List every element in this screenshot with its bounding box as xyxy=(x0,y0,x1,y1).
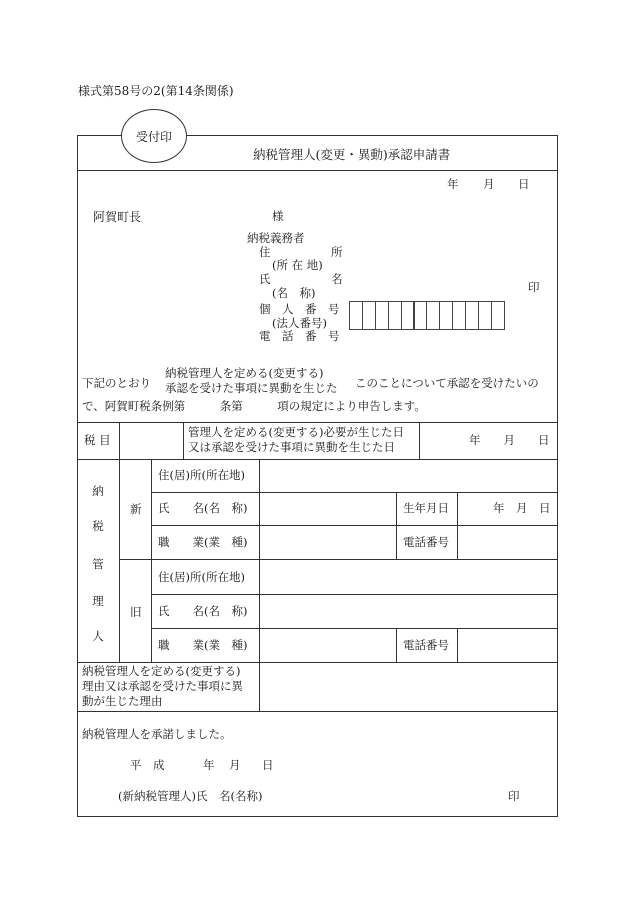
old-row-line-1 xyxy=(151,594,557,595)
side-char-2: 税 xyxy=(92,519,104,533)
acceptance-signer: (新納税管理人)氏 名(名称) xyxy=(118,789,263,803)
old-address-label: 住(居)所(所在地) xyxy=(158,570,245,584)
taxpayer-address-char-a: 住 xyxy=(259,245,271,259)
addressee-name: 阿賀町長 xyxy=(93,210,142,224)
taxpayer-name-char-a: 氏 xyxy=(259,272,271,286)
old-address-input[interactable] xyxy=(261,561,555,593)
old-row-line-2 xyxy=(151,628,557,629)
taxpayer-name-char-b: 名 xyxy=(331,272,343,286)
statement-tail: このことについて承認を受けたいの xyxy=(355,376,539,390)
number-digit-box[interactable] xyxy=(426,301,440,330)
manager-table-bottom-line xyxy=(77,662,557,663)
taxpayer-address-char-b: 所 xyxy=(331,245,343,259)
acceptance-era: 平 成 xyxy=(130,758,165,772)
new-occupation-label: 職 業(業 種) xyxy=(158,535,248,549)
new-name-label: 氏 名(名 称) xyxy=(158,501,248,515)
old-name-label: 氏 名(名 称) xyxy=(158,604,248,618)
tax-row-desc-b: 又は承認を受けた事項に異動を生じた日 xyxy=(188,440,395,454)
reason-bottom-line xyxy=(77,711,557,712)
old-name-input[interactable] xyxy=(261,596,555,627)
acceptance-year: 年 xyxy=(203,758,215,772)
side-char-5: 人 xyxy=(92,629,104,643)
reception-stamp-label: 受付印 xyxy=(135,129,172,144)
number-digit-box[interactable] xyxy=(478,301,492,330)
new-old-separator xyxy=(119,559,557,560)
number-digit-box[interactable] xyxy=(401,301,415,330)
statement-line2: で、阿賀町税条例第 条第 項の規定により申告します。 xyxy=(82,399,426,413)
acceptance-month: 月 xyxy=(229,758,241,772)
manager-newold-divider xyxy=(151,459,152,662)
number-digit-box[interactable] xyxy=(439,301,453,330)
tax-row-top-line xyxy=(77,422,557,423)
reason-label-line2: 理由又は承認を受けた事項に異 xyxy=(82,679,243,693)
number-digit-box[interactable] xyxy=(375,301,389,330)
acceptance-day: 日 xyxy=(262,758,274,772)
taxpayer-heading: 納税義務者 xyxy=(247,231,305,245)
date-year: 年 xyxy=(447,177,459,191)
tax-row-date: 年 月 日 xyxy=(469,433,550,447)
addressee-honorific: 様 xyxy=(272,209,284,223)
old-manager-label: 旧 xyxy=(130,605,142,619)
statement-option-a: 納税管理人を定める(変更する) xyxy=(165,366,324,380)
taxpayer-name-sub: (名 称) xyxy=(272,286,316,300)
document-title: 納税管理人(変更・異動)承認申請書 xyxy=(253,147,451,162)
number-digit-box[interactable] xyxy=(491,301,505,330)
old-extra-divider xyxy=(457,628,458,662)
new-phone-input[interactable] xyxy=(459,527,555,558)
new-address-input[interactable] xyxy=(261,461,555,491)
taxpayer-phone-label: 電 話 番 号 xyxy=(259,329,340,343)
taxpayer-address-sub: (所 在 地) xyxy=(272,258,323,272)
tax-row-divider-2 xyxy=(183,422,184,459)
number-digit-box[interactable] xyxy=(362,301,376,330)
tax-item-label: 税 目 xyxy=(84,433,111,447)
reception-stamp xyxy=(121,109,187,163)
number-digit-box[interactable] xyxy=(465,301,479,330)
new-row-line-2 xyxy=(151,525,557,526)
new-birth-value: 年 月 日 xyxy=(493,501,551,515)
number-digit-box[interactable] xyxy=(388,301,402,330)
statement-lead: 下記のとおり xyxy=(82,376,151,390)
taxpayer-number-label: 個 人 番 号 xyxy=(259,302,340,316)
taxpayer-seal-mark: 印 xyxy=(528,280,540,294)
new-birth-label: 生年月日 xyxy=(403,501,449,515)
new-name-input[interactable] xyxy=(261,494,395,524)
new-phone-label: 電話番号 xyxy=(403,535,449,549)
reason-label-line3: 動が生じた理由 xyxy=(82,694,163,708)
number-digit-box[interactable] xyxy=(349,301,363,330)
old-phone-input[interactable] xyxy=(459,630,555,661)
tax-row-divider-1 xyxy=(119,422,120,459)
reason-label-line1: 納税管理人を定める(変更する) xyxy=(82,664,241,678)
old-occupation-label: 職 業(業 種) xyxy=(158,638,248,652)
tax-row-divider-3 xyxy=(419,422,420,459)
old-value-divider xyxy=(396,628,397,662)
old-occupation-input[interactable] xyxy=(261,630,395,661)
manager-side-divider xyxy=(119,459,120,662)
reason-input[interactable] xyxy=(261,664,555,710)
acceptance-seal-mark: 印 xyxy=(508,789,520,803)
side-char-4: 理 xyxy=(92,594,104,608)
side-char-1: 納 xyxy=(92,484,104,498)
manager-table-top-line xyxy=(77,459,557,460)
title-divider xyxy=(77,170,557,171)
date-month: 月 xyxy=(483,177,495,191)
number-digit-box[interactable] xyxy=(414,301,428,330)
new-occupation-input[interactable] xyxy=(261,527,395,558)
taxpayer-number-sub: (法人番号) xyxy=(272,316,327,330)
new-row-line-1 xyxy=(151,492,557,493)
new-manager-label: 新 xyxy=(130,502,142,516)
manager-label-divider xyxy=(259,459,260,711)
new-address-label: 住(居)所(所在地) xyxy=(158,468,245,482)
acceptance-statement: 納税管理人を承諾しました。 xyxy=(82,727,232,741)
statement-option-b: 承認を受けた事項に異動を生じた xyxy=(165,381,338,395)
number-digit-box[interactable] xyxy=(452,301,466,330)
side-char-3: 管 xyxy=(92,557,104,571)
tax-row-desc-a: 管理人を定める(変更する)必要が生じた日 xyxy=(188,425,404,439)
old-phone-label: 電話番号 xyxy=(403,638,449,652)
form-number: 様式第58号の2(第14条関係) xyxy=(78,84,234,98)
date-day: 日 xyxy=(518,177,530,191)
